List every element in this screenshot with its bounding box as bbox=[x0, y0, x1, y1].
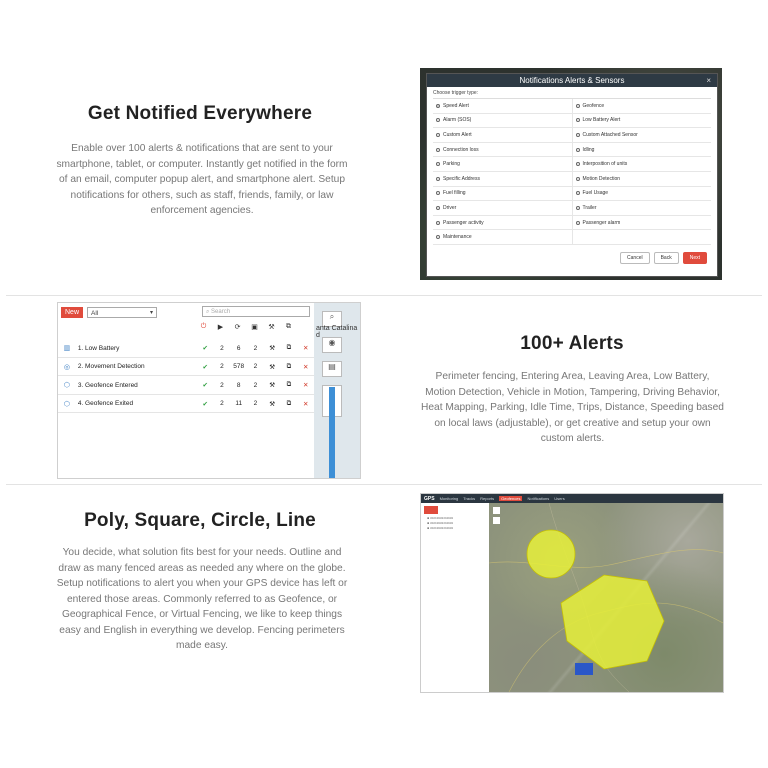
map-label: anta Catalina d bbox=[316, 325, 358, 339]
trigger-type-grid bbox=[433, 98, 711, 245]
search-icon: ⌕ bbox=[206, 309, 210, 315]
trigger-label: Alarm (SOS) bbox=[443, 117, 472, 124]
trigger-label: Custom Attached Sensor bbox=[582, 131, 638, 138]
trigger-option[interactable] bbox=[433, 201, 573, 215]
alert-units: 2 bbox=[253, 400, 258, 408]
text-line: entered those areas. Commonly referred to as Geofence, or bbox=[66, 593, 338, 605]
radio-button[interactable] bbox=[436, 206, 440, 210]
table-row[interactable] bbox=[58, 358, 314, 377]
alert-name: 2. Movement Detection bbox=[77, 363, 145, 371]
trigger-option[interactable] bbox=[433, 216, 573, 230]
copy-icon: ⧉ bbox=[286, 323, 291, 330]
trigger-label: Specific Address bbox=[443, 175, 480, 182]
trigger-label: Passenger activity bbox=[443, 219, 484, 226]
copy-icon[interactable]: ⧉ bbox=[286, 381, 292, 389]
text-line: draw as many fenced areas as needed any where on the globe. bbox=[58, 562, 346, 574]
trigger-label: Driver bbox=[443, 204, 457, 211]
tab-users[interactable]: Users bbox=[554, 496, 565, 501]
section-body-notified bbox=[22, 141, 382, 219]
trigger-option[interactable] bbox=[573, 201, 712, 215]
trigger-option[interactable] bbox=[573, 216, 712, 230]
search-placeholder: Search bbox=[211, 309, 231, 315]
map-panel bbox=[314, 303, 360, 478]
back-button[interactable]: Back bbox=[654, 252, 679, 264]
trigger-label: Geofence bbox=[582, 102, 605, 109]
trigger-option[interactable] bbox=[573, 99, 712, 113]
alert-value: 6 bbox=[236, 344, 241, 352]
text-line: notifications for others, such as staff, friends, family, or law bbox=[70, 189, 334, 201]
text-line: Enable over 100 alerts & notifications that are sent to your bbox=[71, 143, 333, 154]
trigger-option[interactable] bbox=[573, 157, 712, 171]
trigger-row bbox=[433, 230, 711, 245]
alert-name: 1. Low Battery bbox=[77, 344, 120, 352]
trigger-label: Maintenance bbox=[443, 234, 472, 241]
alert-name: 3. Geofence Entered bbox=[77, 381, 138, 389]
section-title-alerts: 100+ Alerts bbox=[520, 333, 624, 354]
check-icon: ✔ bbox=[202, 382, 208, 390]
alert-units: 2 bbox=[253, 363, 258, 371]
trigger-label: Connection loss bbox=[443, 146, 479, 153]
chevron-down-icon: ▾ bbox=[150, 309, 154, 316]
text-line: enforcement agencies. bbox=[150, 205, 254, 216]
text-line: Heat Mapping, Parking, Idle Time, Trips, Distance, Speeding based bbox=[421, 402, 724, 413]
delete-icon[interactable]: ✕ bbox=[302, 382, 309, 390]
alerts-rows bbox=[58, 339, 314, 413]
eye-icon[interactable]: ◉ bbox=[322, 337, 342, 353]
trigger-row bbox=[433, 216, 711, 231]
new-button[interactable]: New bbox=[61, 307, 83, 318]
trigger-label: Parking bbox=[443, 161, 460, 168]
text-line: smartphone, tablet, or computer. Instantly get notified in the form bbox=[56, 158, 348, 170]
dialog-subtitle: Choose trigger type: bbox=[433, 90, 479, 96]
tab-notifications[interactable]: Notifications bbox=[527, 496, 550, 501]
section-title-shapes: Poly, Square, Circle, Line bbox=[84, 510, 316, 531]
radio-button[interactable] bbox=[436, 235, 440, 239]
section-divider bbox=[6, 295, 762, 296]
trigger-row bbox=[433, 187, 711, 202]
copy-icon[interactable]: ⧉ bbox=[286, 344, 292, 352]
next-button[interactable]: Next bbox=[683, 252, 707, 264]
trigger-option[interactable] bbox=[573, 172, 712, 186]
trigger-label: Speed Alert bbox=[443, 102, 469, 109]
trigger-label: Custom Alert bbox=[443, 131, 472, 138]
trigger-option[interactable] bbox=[433, 128, 573, 142]
text-line: on local laws (adjustable), or get creative and setup your own bbox=[434, 417, 711, 429]
radio-button[interactable] bbox=[436, 118, 440, 122]
tab-reports[interactable]: Reports bbox=[480, 496, 495, 501]
water-area bbox=[575, 663, 593, 675]
alert-type-icon: ⬡ bbox=[63, 382, 70, 390]
trigger-label: Idling bbox=[582, 146, 595, 153]
radio-button[interactable] bbox=[436, 148, 440, 152]
map-search-button[interactable]: ⌕ bbox=[322, 311, 342, 327]
copy-icon[interactable]: ⧉ bbox=[286, 399, 292, 407]
text-line: Motion Detection, Vehicle in Motion, Tampering, Driving Behavior, bbox=[425, 386, 720, 398]
tab-monitoring[interactable]: Monitoring bbox=[439, 496, 459, 501]
power-icon: ⏻ bbox=[200, 323, 207, 330]
alert-count: 2 bbox=[220, 400, 224, 408]
trigger-option[interactable] bbox=[433, 187, 573, 201]
wrench-icon[interactable]: ⚒ bbox=[269, 382, 276, 390]
radio-button[interactable] bbox=[576, 177, 580, 181]
trigger-row bbox=[433, 201, 711, 216]
alert-value: 578 bbox=[233, 363, 245, 371]
radio-button[interactable] bbox=[436, 162, 440, 166]
text-line: Setup notifications to alert you when your GPS device has left or bbox=[56, 578, 348, 589]
trigger-label: Trailer bbox=[582, 204, 597, 211]
alert-type-icon: ▥ bbox=[63, 345, 71, 353]
cancel-button[interactable]: Cancel bbox=[620, 252, 650, 264]
radio-button[interactable] bbox=[576, 118, 580, 122]
delete-icon[interactable]: ✕ bbox=[302, 400, 309, 408]
trigger-option[interactable] bbox=[433, 172, 573, 186]
table-row[interactable] bbox=[58, 376, 314, 395]
trigger-option[interactable] bbox=[433, 230, 573, 244]
trigger-option bbox=[573, 230, 712, 244]
trigger-option[interactable] bbox=[433, 114, 573, 128]
trigger-label: Low Battery Alert bbox=[582, 117, 621, 124]
alert-units: 2 bbox=[253, 381, 258, 389]
refresh-icon: ⟳ bbox=[234, 324, 241, 331]
section-title-notified: Get Notified Everywhere bbox=[87, 103, 313, 124]
table-row[interactable] bbox=[58, 339, 314, 358]
polygon-geofence bbox=[561, 575, 664, 669]
notifications-dialog-screenshot bbox=[420, 68, 722, 280]
tab-geofences[interactable]: Geofences bbox=[501, 496, 521, 501]
text-line: made easy. bbox=[176, 640, 228, 651]
trigger-row bbox=[433, 143, 711, 158]
text-line: Geographical Fence, or Virtual Fencing, we like to keep things bbox=[61, 609, 343, 620]
filter-select[interactable] bbox=[87, 307, 157, 318]
road-line bbox=[489, 550, 723, 568]
text-line: easy and English in everything we develop. Fencing perimeters bbox=[59, 624, 345, 636]
geofence-list-item[interactable]: ● ▭▭▭▭▭▭▭ bbox=[427, 526, 454, 530]
satellite-map[interactable] bbox=[489, 503, 723, 692]
alert-count: 2 bbox=[220, 381, 224, 389]
trigger-option[interactable] bbox=[573, 187, 712, 201]
play-icon: ▶ bbox=[217, 324, 224, 331]
trigger-option[interactable] bbox=[573, 114, 712, 128]
text-line: Perimeter fencing, Entering Area, Leaving Area, Low Battery, bbox=[435, 371, 710, 382]
trigger-label: Fuel Usage bbox=[582, 190, 609, 197]
alert-count: 2 bbox=[220, 363, 224, 371]
close-icon[interactable]: × bbox=[706, 76, 711, 85]
trigger-row bbox=[433, 99, 711, 114]
radio-button[interactable] bbox=[576, 162, 580, 166]
trigger-row bbox=[433, 114, 711, 129]
dialog-buttons bbox=[620, 252, 707, 264]
radio-button[interactable] bbox=[436, 133, 440, 137]
radio-button[interactable] bbox=[576, 191, 580, 195]
notifications-dialog bbox=[426, 73, 718, 277]
app-logo: GPS bbox=[424, 495, 435, 502]
alert-type-icon: ⬡ bbox=[63, 400, 70, 408]
alerts-list-screenshot bbox=[57, 302, 361, 479]
geofence-map-screenshot bbox=[420, 493, 724, 693]
trigger-label: Motion Detection bbox=[582, 175, 621, 182]
radio-button[interactable] bbox=[436, 221, 440, 225]
copy-icon[interactable]: ⧉ bbox=[286, 362, 292, 370]
alert-name: 4. Geofence Exited bbox=[77, 400, 134, 408]
trigger-row bbox=[433, 157, 711, 172]
trigger-option[interactable] bbox=[433, 157, 573, 171]
text-line: of an email, computer popup alert, and smartphone alert. Setup bbox=[59, 174, 345, 185]
filter-value: All bbox=[91, 309, 99, 317]
check-icon: ✔ bbox=[202, 400, 208, 408]
app-top-bar bbox=[421, 494, 724, 503]
dialog-title: Notifications Alerts & Sensors bbox=[519, 76, 625, 85]
delete-icon[interactable]: ✕ bbox=[302, 363, 309, 371]
map-zoom-in bbox=[493, 507, 500, 514]
delete-icon[interactable]: ✕ bbox=[302, 345, 309, 353]
section-body-shapes bbox=[22, 545, 382, 654]
text-line: custom alerts. bbox=[540, 433, 605, 444]
geofence-list-item[interactable]: ● ▭▭▭▭▭▭▭ bbox=[427, 516, 454, 520]
trigger-option[interactable] bbox=[573, 143, 712, 157]
check-icon: ✔ bbox=[202, 363, 208, 371]
wrench-icon: ⚒ bbox=[268, 324, 275, 331]
tab-tracks[interactable]: Tracks bbox=[463, 496, 476, 501]
column-icons bbox=[195, 323, 297, 331]
wrench-icon[interactable]: ⚒ bbox=[269, 363, 276, 371]
wrench-icon[interactable]: ⚒ bbox=[269, 400, 276, 408]
vehicle-icon: ▣ bbox=[251, 324, 258, 331]
alert-units: 2 bbox=[253, 344, 258, 352]
radio-button[interactable] bbox=[576, 104, 580, 108]
trigger-option[interactable] bbox=[433, 99, 573, 113]
text-line: You decide, what solution fits best for your needs. Outline and bbox=[62, 547, 342, 558]
radio-button[interactable] bbox=[576, 221, 580, 225]
trigger-label: Interposition of units bbox=[582, 161, 628, 168]
trigger-option[interactable] bbox=[433, 143, 573, 157]
trigger-option[interactable] bbox=[573, 128, 712, 142]
radio-button[interactable] bbox=[576, 133, 580, 137]
search-input[interactable] bbox=[202, 306, 310, 317]
trigger-label: Fuel filling bbox=[443, 190, 466, 197]
geofence-list-item[interactable]: ● ▭▭▭▭▭▭▭ bbox=[427, 521, 454, 525]
wrench-icon[interactable]: ⚒ bbox=[269, 345, 276, 353]
trigger-label: Passenger alarm bbox=[582, 219, 621, 226]
section-divider bbox=[6, 484, 762, 485]
radio-button[interactable] bbox=[436, 191, 440, 195]
section-body-alerts bbox=[400, 369, 745, 447]
alert-count: 2 bbox=[220, 344, 224, 352]
scroll-bar[interactable] bbox=[329, 387, 335, 478]
alert-value: 8 bbox=[236, 381, 241, 389]
table-row[interactable] bbox=[58, 395, 314, 414]
alert-type-icon: ◎ bbox=[63, 363, 70, 371]
radio-button[interactable] bbox=[436, 104, 440, 108]
map-zoom-out bbox=[493, 517, 500, 524]
dialog-header bbox=[427, 74, 717, 87]
map-icon[interactable]: ▤ bbox=[322, 361, 342, 377]
radio-button[interactable] bbox=[576, 148, 580, 152]
radio-button[interactable] bbox=[576, 206, 580, 210]
new-geofence-button[interactable] bbox=[424, 506, 438, 514]
trigger-row bbox=[433, 172, 711, 187]
geofence-shapes bbox=[489, 503, 723, 692]
check-icon: ✔ bbox=[202, 345, 208, 353]
radio-button[interactable] bbox=[436, 177, 440, 181]
trigger-row bbox=[433, 128, 711, 143]
circle-geofence bbox=[527, 530, 575, 578]
alert-value: 11 bbox=[235, 400, 243, 408]
geofence-sidebar bbox=[421, 503, 489, 692]
